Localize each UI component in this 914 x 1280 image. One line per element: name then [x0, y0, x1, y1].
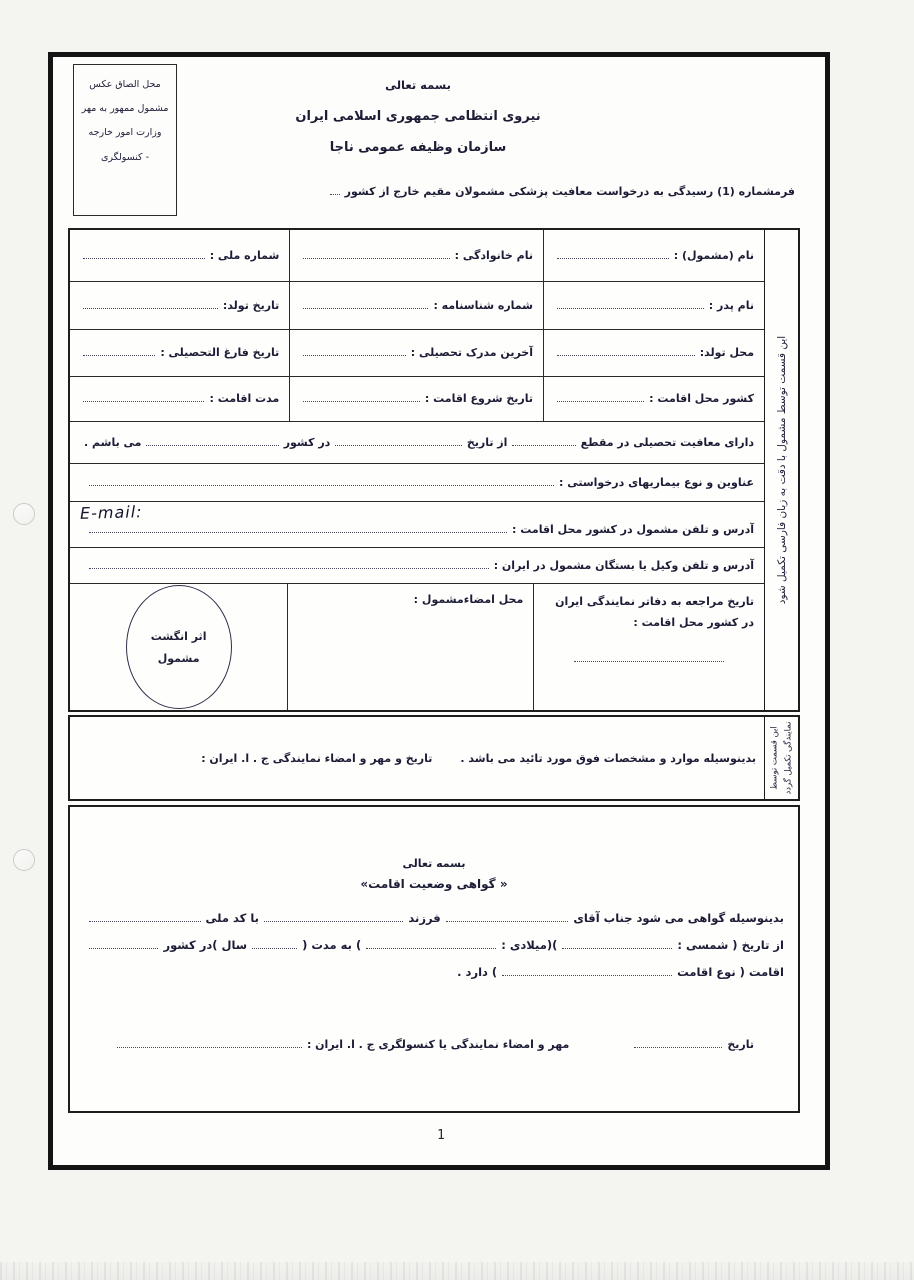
page-frame	[48, 52, 830, 1170]
dotted-line	[303, 255, 449, 259]
field-label: آدرس و تلفن مشمول در کشور محل اقامت :	[512, 523, 754, 536]
dotted-line	[557, 305, 704, 309]
fingerprint-label: مشمول	[157, 651, 200, 665]
punch-hole-bottom	[13, 849, 35, 871]
field-label: کشور محل اقامت :	[649, 392, 754, 405]
organization-department: سازمان وظیفه عمومی ناجا	[329, 140, 507, 155]
field-name	[544, 230, 764, 281]
field-label: می باشم .	[84, 436, 142, 449]
field-graduation-date	[70, 330, 289, 376]
field-label: تاریخ تولد:	[222, 299, 280, 312]
page-number: 1	[437, 1128, 445, 1143]
certificate-text: با کد ملی	[205, 911, 259, 925]
dotted-line	[512, 442, 575, 446]
dotted-line	[83, 255, 205, 259]
dotted-line	[89, 482, 554, 486]
visit-date-label: تاریخ مراجعه به دفاتر نمایندگی ایران در کشور محل اقامت :	[555, 595, 754, 629]
dotted-line	[83, 305, 218, 309]
row-education-exemption	[70, 422, 764, 464]
certificate-text: ) دارد .	[457, 965, 498, 979]
field-label: در کشور	[283, 436, 331, 449]
dotted-line	[574, 658, 724, 662]
bismillah-text: بسمه تعالی	[385, 78, 451, 92]
dotted-line	[303, 352, 405, 356]
row-requested-illnesses	[70, 464, 764, 502]
punch-hole-top	[13, 503, 35, 525]
dotted-line	[89, 529, 507, 533]
field-residence-start-date	[289, 377, 544, 421]
field-label: محل تولد:	[699, 346, 754, 359]
field-label: نام خانوادگی :	[454, 249, 534, 262]
sidebar-note-vertical: این قسمت توسط مشمول با دقت به زبان فارسی تکمیل شود	[775, 335, 788, 605]
table-sidebar	[764, 230, 798, 710]
certificate-line	[84, 911, 784, 938]
row-address-abroad	[70, 502, 764, 548]
dotted-line	[502, 972, 672, 976]
handwritten-email-note: E-mail:	[79, 502, 143, 523]
field-last-education	[289, 330, 544, 376]
row-address-iran	[70, 548, 764, 584]
certificate-footer	[84, 1038, 784, 1051]
field-label: شماره شناسنامه :	[433, 299, 534, 312]
table-row	[70, 230, 764, 282]
dotted-line	[330, 191, 340, 195]
table-row	[70, 377, 764, 422]
dotted-line	[117, 1044, 302, 1048]
field-residence-country	[544, 377, 764, 421]
photo-box-line: وزارت امور خارجه	[88, 127, 162, 139]
certificate-text: فرزند	[408, 911, 441, 925]
dotted-line	[634, 1044, 722, 1048]
field-birth-date	[70, 282, 289, 329]
mission-stamp-label: تاریخ و مهر و امضاء نمایندگی ج . ا. ایران :	[201, 751, 433, 765]
field-residence-duration	[70, 377, 289, 421]
form-title: فرمشماره (1) رسیدگی به درخواست معافیت پزشکی مشمولان مقیم خارج از کشور	[344, 185, 795, 198]
certificate-text: سال )در کشور	[163, 938, 248, 952]
field-label: عناوین و نوع بیماریهای درخواستی :	[559, 476, 754, 489]
scan-noise-strip	[0, 1262, 914, 1280]
fingerprint-oval	[126, 585, 232, 709]
form-title-row	[325, 185, 795, 198]
field-label: نام پدر :	[708, 299, 754, 312]
applicant-info-rows	[70, 230, 764, 710]
fingerprint-label: اثر انگشت	[150, 629, 207, 643]
field-label: شماره ملی :	[209, 249, 280, 262]
table-row	[70, 330, 764, 377]
dotted-line	[89, 918, 201, 922]
bismillah-text: بسمه تعالی	[402, 857, 466, 870]
field-label: تاریخ فارغ التحصیلی :	[160, 346, 280, 359]
certificate-text: از تاریخ ( شمسی :	[677, 938, 784, 952]
field-label: آدرس و تلفن وکیل یا بستگان مشمول در ایران :	[493, 559, 754, 572]
row-signature-fingerprint	[70, 584, 764, 710]
certificate-text: اقامت ( نوع اقامت	[677, 965, 784, 979]
fingerprint-cell	[70, 584, 287, 710]
mission-confirmation-section	[68, 715, 800, 801]
dotted-line	[446, 918, 569, 922]
dotted-line	[252, 945, 297, 949]
dotted-line	[89, 565, 489, 569]
organization-name: نیروی انتظامی جمهوری اسلامی ایران	[295, 109, 541, 124]
dotted-line	[557, 255, 669, 259]
field-label: مدت اقامت :	[209, 392, 280, 405]
field-label: دارای معافیت تحصیلی در مقطع	[580, 436, 754, 449]
residence-certificate-box	[68, 805, 800, 1113]
certificate-title: « گواهی وضعیت اقامت»	[360, 877, 508, 891]
date-label: تاریخ	[727, 1038, 754, 1051]
consulate-stamp-label: مهر و امضاء نمایندگی یا کنسولگری ج . ا. ایران :	[306, 1038, 570, 1051]
signature-label: محل امضاءمشمول :	[413, 593, 524, 606]
field-label: تاریخ شروع اقامت :	[424, 392, 534, 405]
certificate-text: ) به مدت (	[302, 938, 362, 952]
dotted-line	[303, 398, 420, 402]
photo-box-line: مشمول ممهور به مهر	[81, 103, 169, 115]
dotted-line	[366, 945, 496, 949]
field-national-id	[70, 230, 289, 281]
field-label: آخرین مدرک تحصیلی :	[410, 346, 534, 359]
field-father-name	[544, 282, 764, 329]
field-label: نام (مشمول) :	[673, 249, 754, 262]
photo-box-line: - کنسولگری	[100, 151, 150, 163]
dotted-line	[557, 398, 644, 402]
dotted-line	[89, 945, 158, 949]
field-birth-certificate-no	[289, 282, 544, 329]
dotted-line	[83, 398, 204, 402]
certificate-text: بدینوسیله گواهی می شود جناب آقای	[573, 911, 784, 925]
confirmation-statement: بدینوسیله موارد و مشخصات فوق مورد تائید می باشد .	[460, 751, 756, 765]
letterhead	[53, 57, 783, 155]
applicant-info-table	[68, 228, 800, 712]
dotted-line	[303, 305, 428, 309]
dotted-line	[557, 352, 695, 356]
certificate-text: )(میلادی :	[501, 938, 558, 952]
mission-sidebar	[764, 717, 798, 799]
photo-box-line: محل الصاق عکس	[89, 79, 161, 90]
dotted-line	[83, 352, 155, 356]
signature-cell	[287, 584, 534, 710]
dotted-line	[562, 945, 672, 949]
field-label: از تاریخ	[466, 436, 508, 449]
certificate-line	[84, 938, 784, 965]
mission-confirmation-content	[70, 717, 764, 799]
certificate-line	[84, 965, 784, 992]
field-birth-place	[544, 330, 764, 376]
table-row	[70, 282, 764, 330]
certificate-body	[84, 911, 784, 992]
visit-date-cell	[534, 584, 764, 710]
field-surname	[289, 230, 544, 281]
sidebar-note-vertical: این قسمت توسط نمایندگی تکمیل گردد	[768, 721, 793, 795]
dotted-line	[264, 918, 403, 922]
dotted-line	[335, 442, 461, 446]
dotted-line	[146, 442, 278, 446]
